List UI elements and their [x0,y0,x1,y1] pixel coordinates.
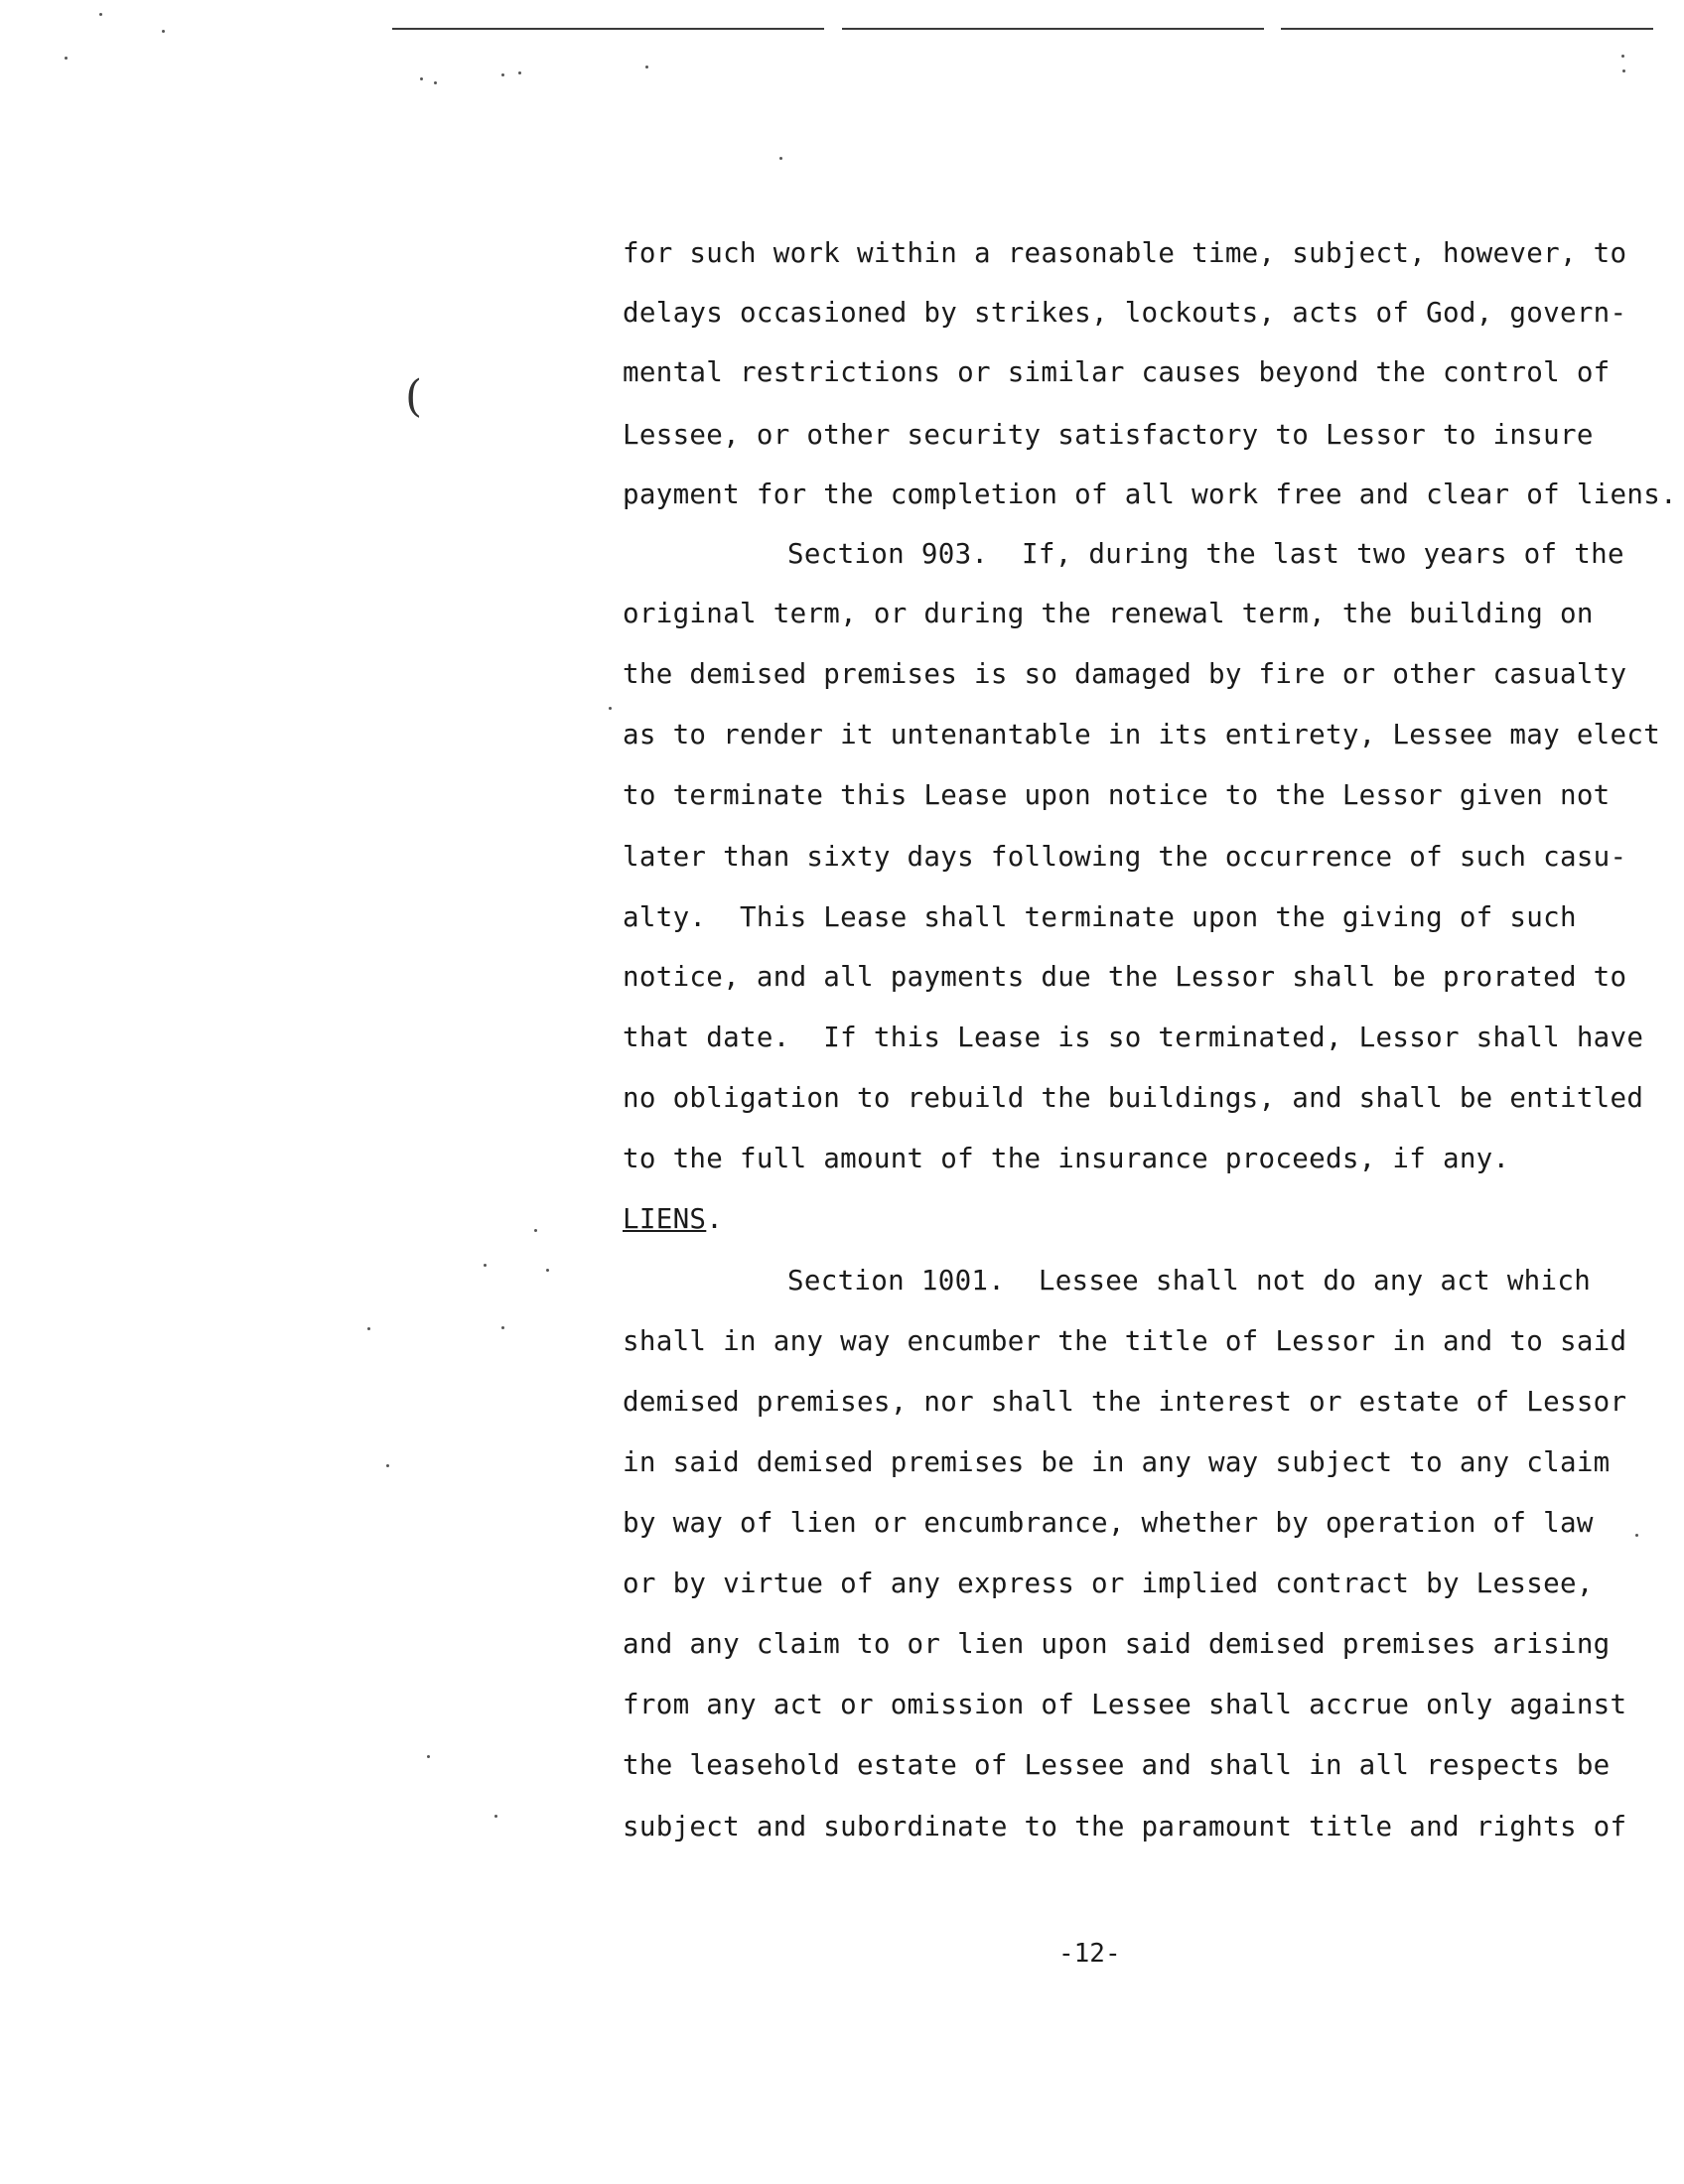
top-rule-segment [842,28,1264,30]
text-line: to terminate this Lease upon notice to the Lessor given not [623,779,1611,811]
scan-speck [546,1269,549,1272]
text-line: that date. If this Lease is so terminated, Lessor shall have [623,1022,1644,1053]
liens-heading-period: . [706,1203,724,1235]
scan-speck [494,1815,497,1818]
margin-parenthesis-mark: ( [405,371,423,422]
scan-speck [65,57,68,60]
text-line: demised premises, nor shall the interest or estate of Lessor [623,1386,1627,1418]
scan-speck [427,1755,430,1758]
liens-heading-text: LIENS [623,1203,707,1235]
scan-speck [367,1327,370,1330]
scan-speck [534,1229,537,1232]
top-rule-segment [392,28,824,30]
text-line: or by virtue of any express or implied contract by Lessee, [623,1568,1594,1599]
text-line: Lessee, or other security satisfactory to Lessor to insure [623,419,1594,451]
text-line: notice, and all payments due the Lessor shall be prorated to [623,961,1627,993]
text-line: alty. This Lease shall terminate upon the giving of such [623,901,1577,933]
text-line: payment for the completion of all work free and clear of liens. [623,478,1677,510]
text-line: the demised premises is so damaged by fire or other casualty [623,658,1627,690]
scan-speck [434,81,437,84]
scan-speck [386,1464,389,1467]
text-line: the leasehold estate of Lessee and shall in all respects be [623,1749,1611,1781]
text-line: as to render it untenantable in its entirety, Lessee may elect [623,719,1661,751]
text-line: original term, or during the renewal term, the building on [623,598,1594,629]
text-line: by way of lien or encumbrance, whether by operation of law [623,1507,1594,1539]
scan-speck [501,1326,504,1329]
scan-speck [501,73,504,76]
text-line: mental restrictions or similar causes beyond the control of [623,356,1611,388]
scan-speck [779,157,782,160]
top-rule-segment [1281,28,1653,30]
scan-speck [1621,55,1624,58]
text-line: in said demised premises be in any way subject to any claim [623,1446,1611,1478]
scan-speck [484,1264,487,1267]
scan-speck [99,13,102,16]
section-1001-heading-line: Section 1001. Lessee shall not do any act which [787,1265,1592,1297]
page-number: -12- [1058,1939,1121,1969]
text-line: later than sixty days following the occurrence of such casu- [623,841,1627,873]
text-line: for such work within a reasonable time, subject, however, to [623,237,1627,269]
text-line: subject and subordinate to the paramount title and rights of [623,1811,1627,1843]
scan-speck [518,71,521,74]
text-line: to the full amount of the insurance proceeds, if any. [623,1143,1510,1174]
scan-speck [162,30,165,33]
text-line: and any claim to or lien upon said demised premises arising [623,1628,1611,1660]
scan-speck [420,77,423,80]
section-903-heading-line: Section 903. If, during the last two years of the [787,538,1624,570]
text-line: no obligation to rebuild the buildings, and shall be entitled [623,1082,1644,1114]
text-line: delays occasioned by strikes, lockouts, acts of God, govern- [623,297,1627,329]
text-line: shall in any way encumber the title of Lessor in and to said [623,1325,1627,1357]
scan-speck [1622,69,1625,72]
scan-speck [1635,1534,1638,1537]
text-line: from any act or omission of Lessee shall accrue only against [623,1689,1627,1720]
section-heading-liens [623,1203,724,1235]
scan-speck [609,707,612,710]
scan-speck [645,66,648,68]
